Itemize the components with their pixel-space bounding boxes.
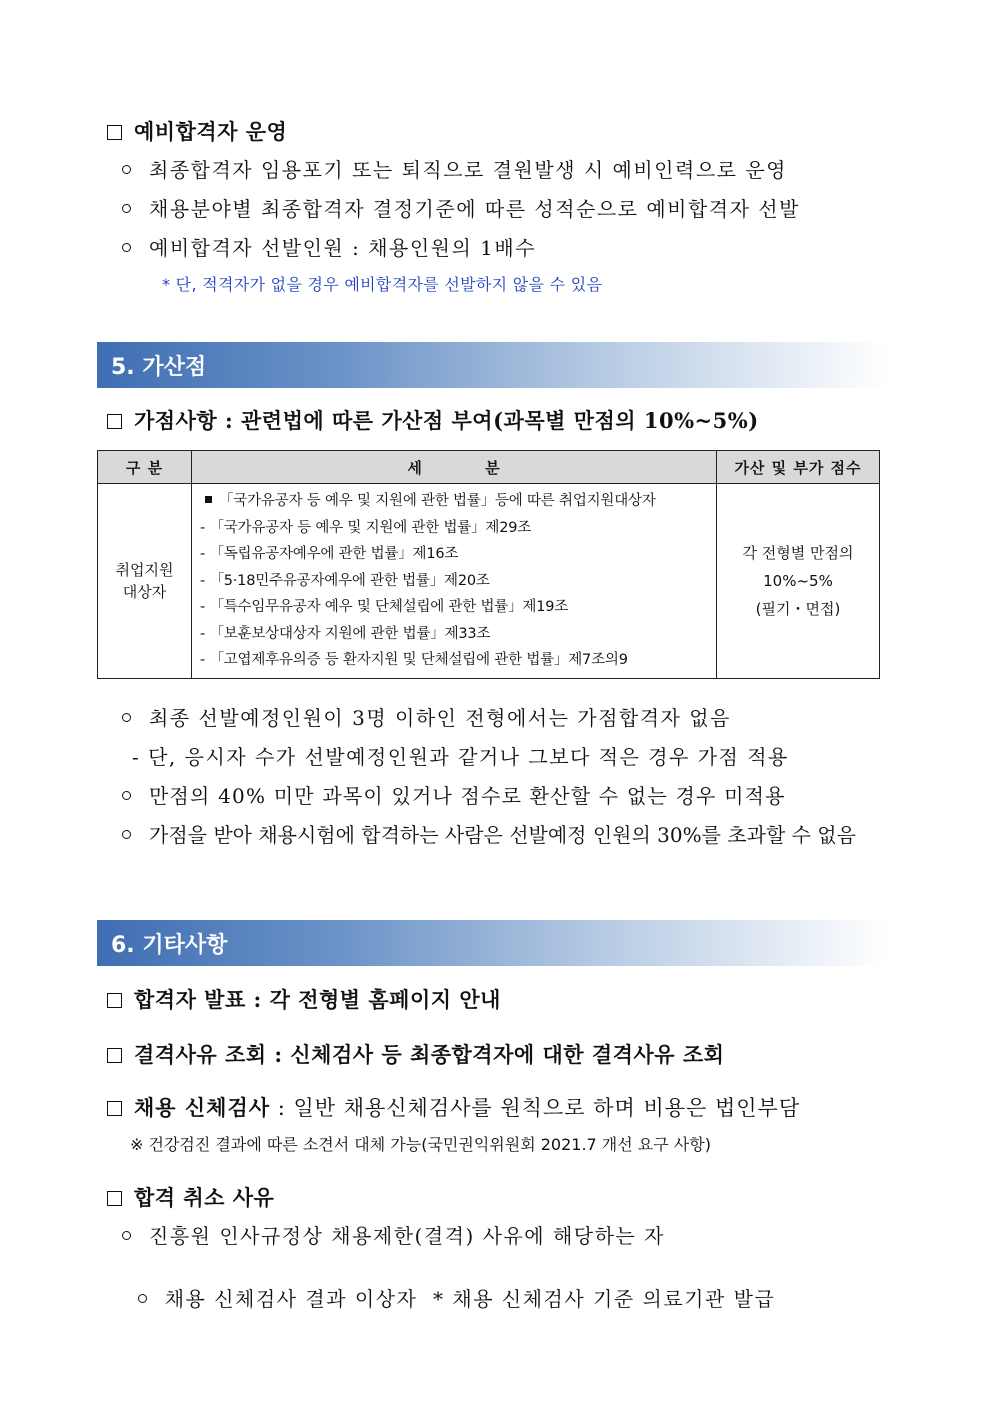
detail-line: - 「특수임무유공자 예우 및 단체설립에 관한 법률」제19조 (200, 599, 569, 615)
category-line-2: 대상자 (122, 582, 167, 601)
header-points: 가산 및 부가 점수 (717, 451, 880, 484)
header-category: 구 분 (98, 451, 192, 484)
cancel-bullet-1: 진흥원 인사규정상 채용제한(결격) 사유에 해당하는 자 (122, 1220, 665, 1249)
physical-exam-heading: 채용 신체검사 : 일반 채용신체검사를 원칙으로 하며 비용은 법인부담 (107, 1092, 800, 1122)
checkbox-square-icon (107, 1101, 122, 1116)
points-line-1: 각 전형별 만점의 (742, 543, 854, 562)
checkbox-square-icon (107, 1191, 122, 1206)
table-row (98, 484, 880, 679)
reserve-bullet-2: 채용분야별 최종합격자 결정기준에 따른 성적순으로 예비합격자 선발 (122, 193, 800, 222)
points-line-2: 10%~5% (763, 571, 833, 590)
section-5-title: 5. 가산점 (111, 355, 207, 380)
detail-line: - 「독립유공자예우에 관한 법률」제16조 (200, 546, 459, 562)
physical-exam-note: ※ 건강검진 결과에 따른 소견서 대체 가능(국민권익위원회 2021.7 개선 요구 사항) (130, 1135, 711, 1154)
reserve-bullet-1: 최종합격자 임용포기 또는 퇴직으로 결원발생 시 예비인력으로 운영 (122, 154, 787, 183)
checkbox-square-icon (107, 1048, 122, 1063)
details-cell (192, 484, 717, 679)
category-line-1: 취업지원 (115, 560, 174, 579)
bonus-heading: 가점사항 : 관련법에 따른 가산점 부여(과목별 만점의 10%~5%) (107, 405, 759, 435)
detail-line: - 「고엽제후유의증 등 환자지원 및 단체설립에 관한 법률」제7조의9 (200, 652, 628, 668)
section-6-banner (97, 920, 887, 966)
detail-line-0: 「국가유공자 등 예우 및 지원에 관한 법률」등에 따른 취업지원대상자 (200, 488, 716, 515)
category-cell (98, 484, 192, 679)
bonus-bullet-1: 최종 선발예정인원이 3명 이하인 전형에서는 가점합격자 없음 (122, 702, 731, 731)
circle-bullet-icon (122, 830, 131, 839)
section-6-title: 6. 기타사항 (111, 933, 228, 958)
cancel-heading: 합격 취소 사유 (107, 1182, 274, 1212)
detail-line: - 「보훈보상대상자 지원에 관한 법률」제33조 (200, 625, 491, 642)
reserve-note: * 단, 적격자가 없을 경우 예비합격자를 선발하지 않을 수 있음 (162, 275, 603, 294)
bonus-bullet-2: 만점의 40% 미만 과목이 있거나 점수로 환산할 수 없는 경우 미적용 (122, 780, 786, 809)
announce-heading: 합격자 발표 : 각 전형별 홈페이지 안내 (107, 984, 501, 1014)
circle-bullet-icon (138, 1294, 147, 1303)
bonus-table (97, 450, 880, 679)
bonus-bullet-3: 가점을 받아 채용시험에 합격하는 사람은 선발예정 인원의 30%를 초과할 수 없음 (122, 819, 856, 848)
reserve-bullet-3: 예비합격자 선발인원 : 채용인원의 1배수 (122, 232, 536, 261)
reserve-heading: 예비합격자 운영 (107, 116, 287, 146)
circle-bullet-icon (122, 165, 131, 174)
circle-bullet-icon (122, 1231, 131, 1240)
checkbox-square-icon (107, 993, 122, 1008)
detail-line: - 「국가유공자 등 예우 및 지원에 관한 법률」제29조 (200, 519, 532, 536)
circle-bullet-icon (122, 243, 131, 252)
header-details: 세 분 (192, 451, 717, 484)
section-5-banner (97, 342, 887, 388)
disqualification-heading: 결격사유 조회 : 신체검사 등 최종합격자에 대한 결격사유 조회 (107, 1039, 724, 1069)
cancel-bullet-2: 채용 신체검사 결과 이상자 * 채용 신체검사 기준 의료기관 발급 (122, 1259, 775, 1312)
table-header-row (98, 451, 880, 484)
checkbox-square-icon (107, 414, 122, 429)
points-line-3: (필기・면접) (755, 599, 841, 618)
detail-line: - 「5·18민주유공자예우에 관한 법률」제20조 (200, 572, 490, 589)
points-cell (717, 484, 880, 679)
circle-bullet-icon (122, 713, 131, 722)
circle-bullet-icon (122, 204, 131, 213)
checkbox-square-icon (107, 125, 122, 140)
circle-bullet-icon (122, 791, 131, 800)
square-bullet-icon (205, 496, 212, 503)
bonus-sub-bullet: - 단, 응시자 수가 선발예정인원과 같거나 그보다 적은 경우 가점 적용 (132, 745, 789, 769)
